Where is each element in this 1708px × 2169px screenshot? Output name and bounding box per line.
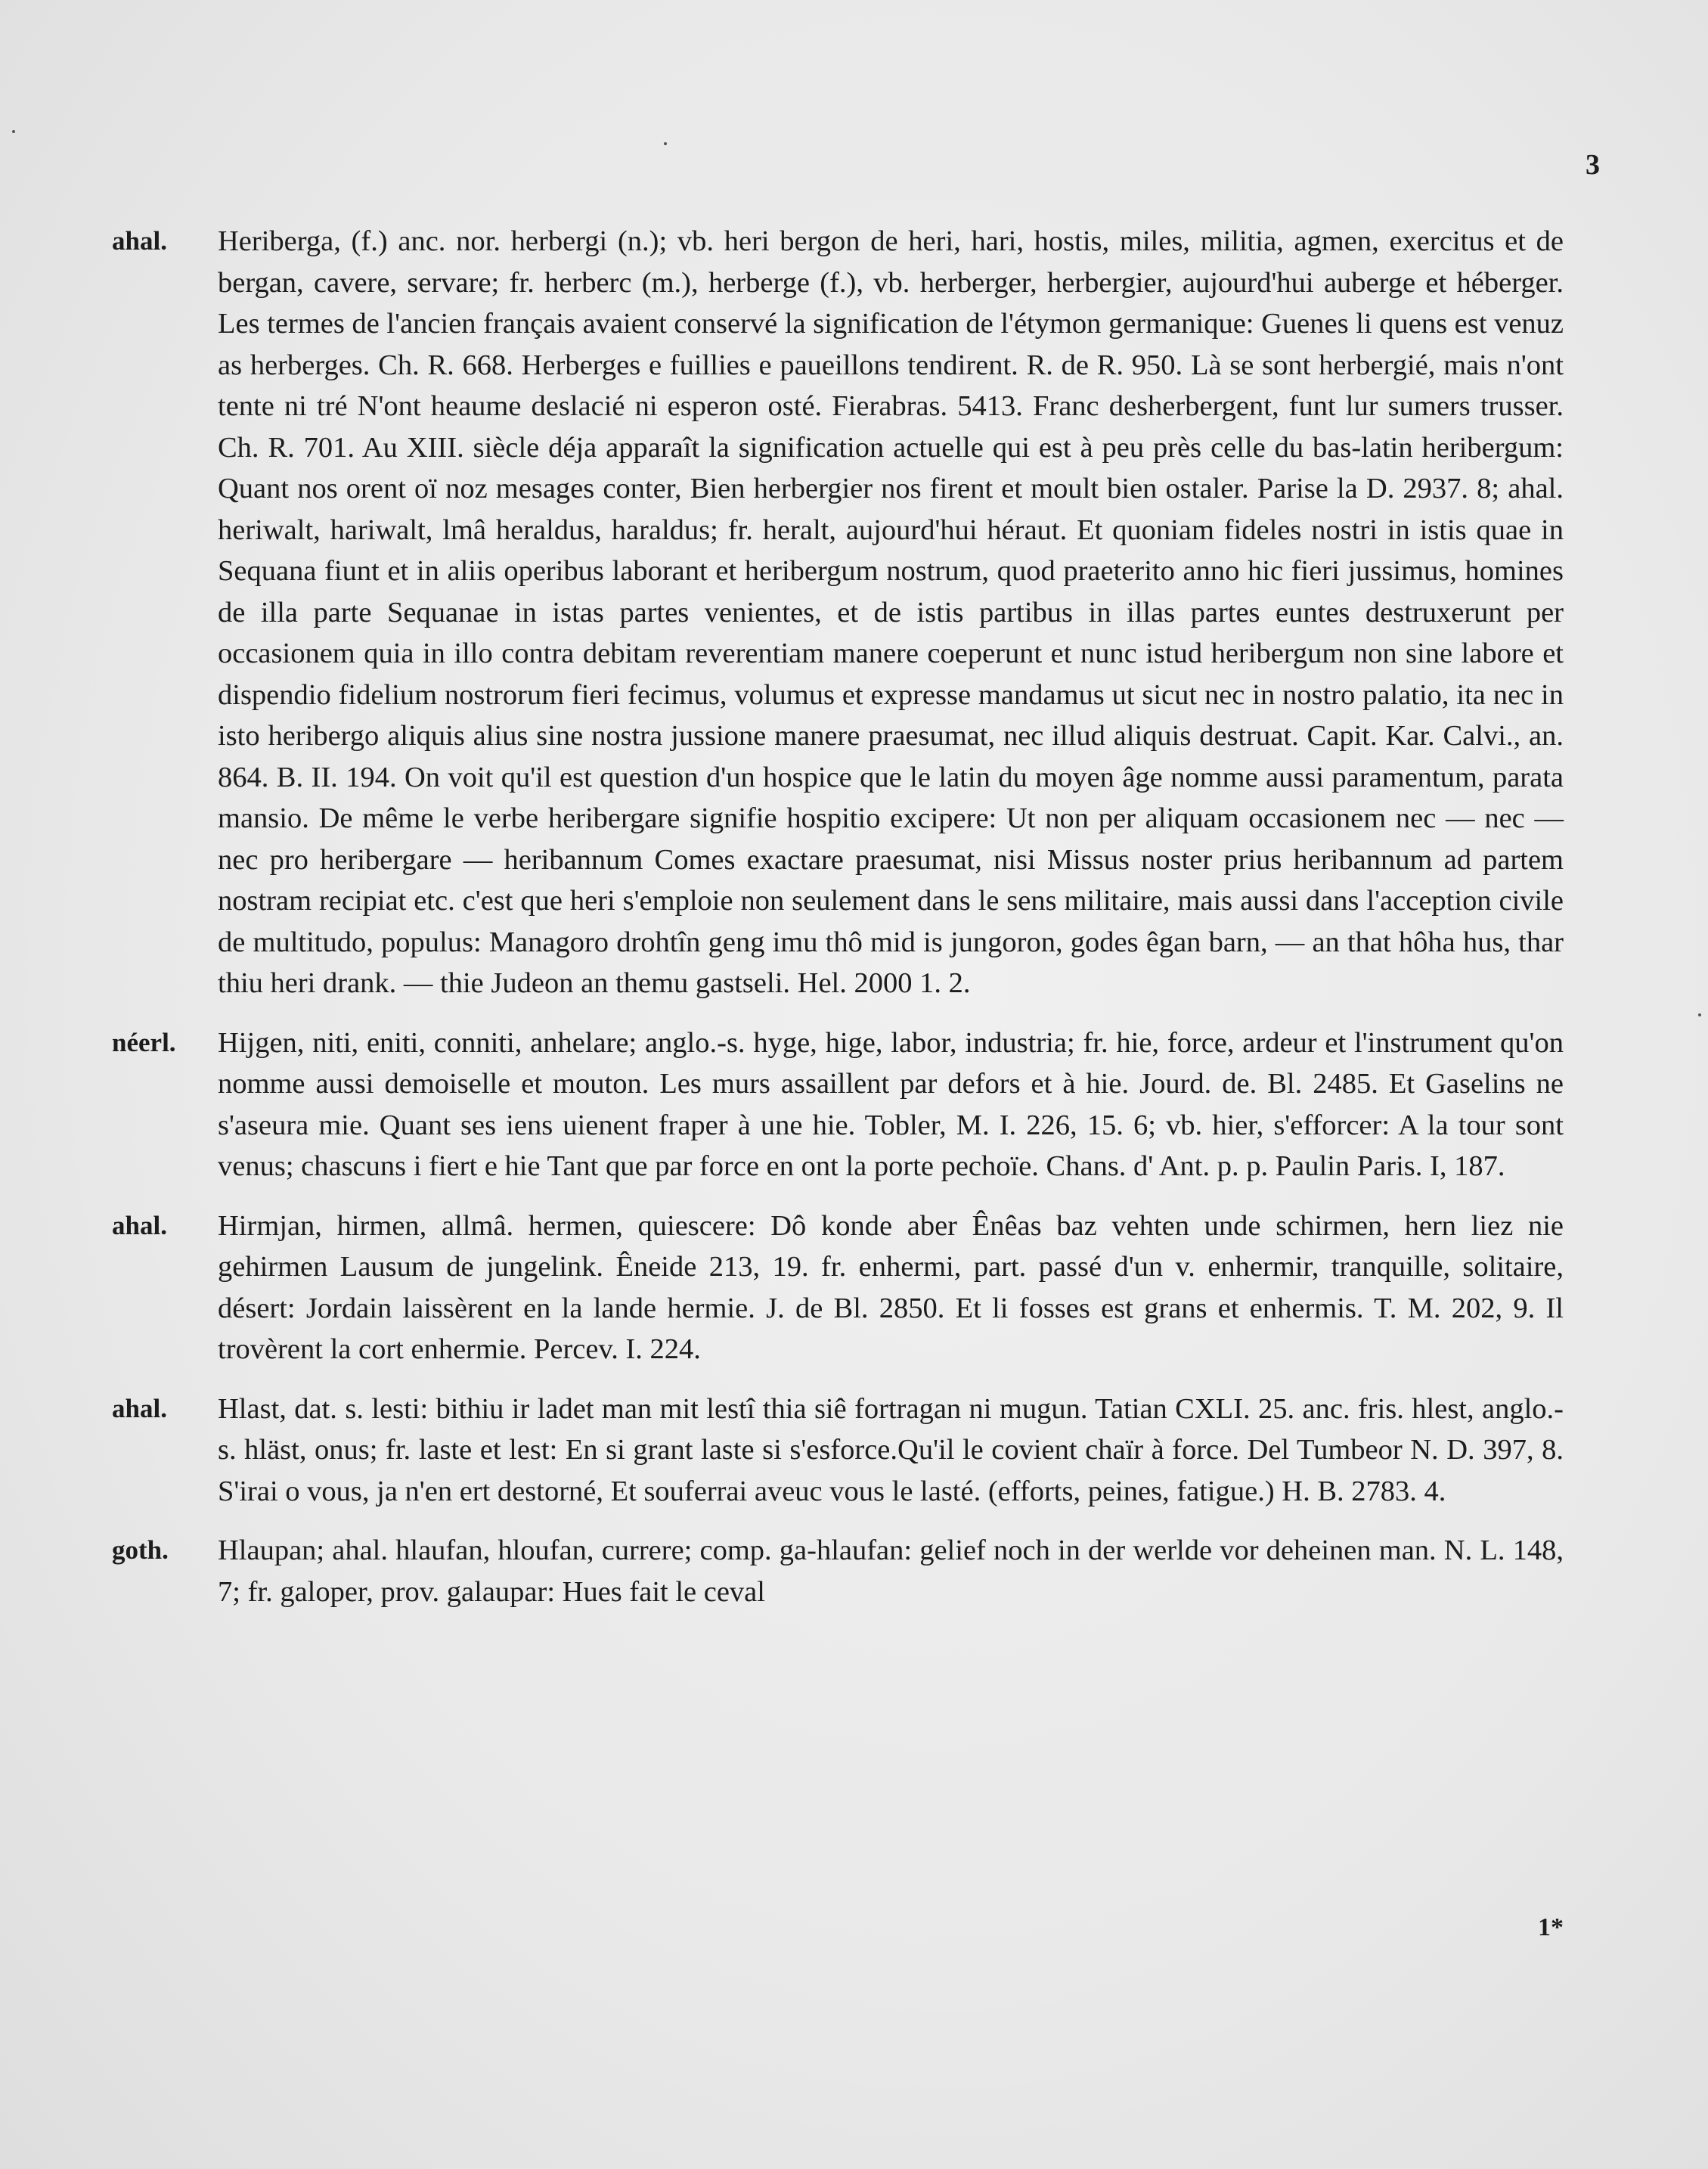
dictionary-entries bbox=[112, 221, 1564, 1631]
entry-text: Hlaupan; ahal. hlaufan, hloufan, currere; comp. ga-hlaufan: gelief noch in der werlde vor deheinen man. N. L. 148, 7; fr. galoper, prov. galaupar: Hues fait le ceval bbox=[218, 1534, 1564, 1608]
page-number: 3 bbox=[1586, 149, 1600, 181]
entry-text: Hirmjan, hirmen, allmâ. hermen, quiescere: Dô konde aber Ênêas baz vehten unde schirmen, hern liez nie gehirmen Lausum de jungelink. Êneide 213, 19. fr. enhermi, part. passé d'un v. enhermir, tranquille, solitaire, désert: Jordain laissèrent en la lande hermie. J. de Bl. 2850. Et li fosses est grans et enhermis. T. M. 202, 9. Il trovèrent la cort enhermie. Percev. I. 224. bbox=[218, 1209, 1564, 1365]
entry-hirmjan bbox=[112, 1206, 1564, 1370]
paper-speck bbox=[664, 142, 667, 145]
entry-hijgen bbox=[112, 1022, 1564, 1187]
entry-language-label: ahal. bbox=[112, 226, 167, 256]
paper-speck bbox=[1698, 1013, 1701, 1016]
paper-speck bbox=[12, 130, 15, 133]
entry-language-label: goth. bbox=[112, 1535, 169, 1565]
entry-heriberga bbox=[112, 221, 1564, 1004]
entry-hlast bbox=[112, 1389, 1564, 1513]
entry-hlaupan bbox=[112, 1530, 1564, 1612]
entry-language-label: ahal. bbox=[112, 1210, 167, 1240]
entry-text: Heriberga, (f.) anc. nor. herbergi (n.); vb. heri bergon de heri, hari, hostis, miles, militia, agmen, exercitus et de bergan, cavere, servare; fr. herberc (m.), herberge (f.), vb. herberger, herbergier, aujourd'hui auberge et héberger. Les termes de l'ancien français avaient conservé la signification de l'étymon germanique: Guenes li quens est venuz as herberges. Ch. R. 668. Herberges e fuillies e paueillons tendirent. R. de R. 950. Là se sont herbergié, mais n'ont tente ni tré N'ont heaume deslacié ni esperon osté. Fierabras. 5413. Franc desherbergent, funt lur sumers trusser. Ch. R. 701. Au XIII. siècle déja apparaît la signification actuelle qui est à peu près celle du bas-latin heribergum: Quant nos orent oï noz mesages conter, Bien herbergier nos firent et moult bien ostaler. Parise la D. 2937. 8; ahal. heriwalt, hariwalt, lmâ heraldus, haraldus; fr. heralt, aujourd'hui héraut. Et quoniam fideles nostri in istis quae in Sequana fiunt et in aliis operibus laborant et heribergum nostrum, quod praeterito anno hic fieri jussimus, homines de illa parte Sequanae in istas partes venientes, et de istis partibus in illas partes euntes destruxerunt per occasionem quia in illo contra debitam reverentiam manere coeperunt et nunc istud heribergum non sine labore et dispendio fidelium nostrorum fieri fecimus, volumus et expresse mandamus ut sicut nec in nostro palatio, ita nec in isto heribergo aliquis alius sine nostra jussione manere praesumat, nec illud aliquis destruat. Capit. Kar. Calvi., an. 864. B. II. 194. On voit qu'il est question d'un hospice que le latin du moyen âge nomme aussi paramentum, parata mansio. De même le verbe heribergare signifie hospitio excipere: Ut non per aliquam occasionem nec — nec — nec pro heribergare — heribannum Comes exactare praesumat, nisi Missus noster prius heribannum ad partem nostram recipiat etc. c'est que heri s'emploie non seulement dans le sens militaire, mais aussi dans l'acception civile de multitudo, populus: Managoro drohtîn geng imu thô mid is jungoron, godes êgan barn, — an that hôha hus, thar thiu heri drank. — thie Judeon an themu gastseli. Hel. 2000 1. 2. bbox=[218, 225, 1564, 999]
signature-mark: 1* bbox=[1538, 1913, 1564, 1941]
entry-text: Hlast, dat. s. lesti: bithiu ir ladet man mit lestî thia siê fortragan ni mugun. Tatian CXLI. 25. anc. fris. hlest, anglo.-s. hläst, onus; fr. laste et lest: En si grant laste si s'esforce.Qu'il le covient chaïr à force. Del Tumbeor N. D. 397, 8. S'irai o vous, ja n'en ert destorné, Et souferrai aveuc vous le lasté. (efforts, peines, fatigue.) H. B. 2783. 4. bbox=[218, 1392, 1564, 1507]
entry-language-label: néerl. bbox=[112, 1027, 176, 1057]
entry-language-label: ahal. bbox=[112, 1393, 167, 1423]
entry-text: Hijgen, niti, eniti, conniti, anhelare; anglo.-s. hyge, hige, labor, industria; fr. hie, force, ardeur et l'instrument qu'on nomme aussi demoiselle et mouton. Les murs assaillent par defors et à hie. Jourd. de. Bl. 2485. Et Gaselins ne s'aseura mie. Quant ses iens uienent fraper à une hie. Tobler, M. I. 226, 15. 6; vb. hier, s'efforcer: A la tour sont venus; chascuns i fiert e hie Tant que par force en ont la porte pechoïe. Chans. d' Ant. p. p. Paulin Paris. I, 187. bbox=[218, 1026, 1564, 1182]
